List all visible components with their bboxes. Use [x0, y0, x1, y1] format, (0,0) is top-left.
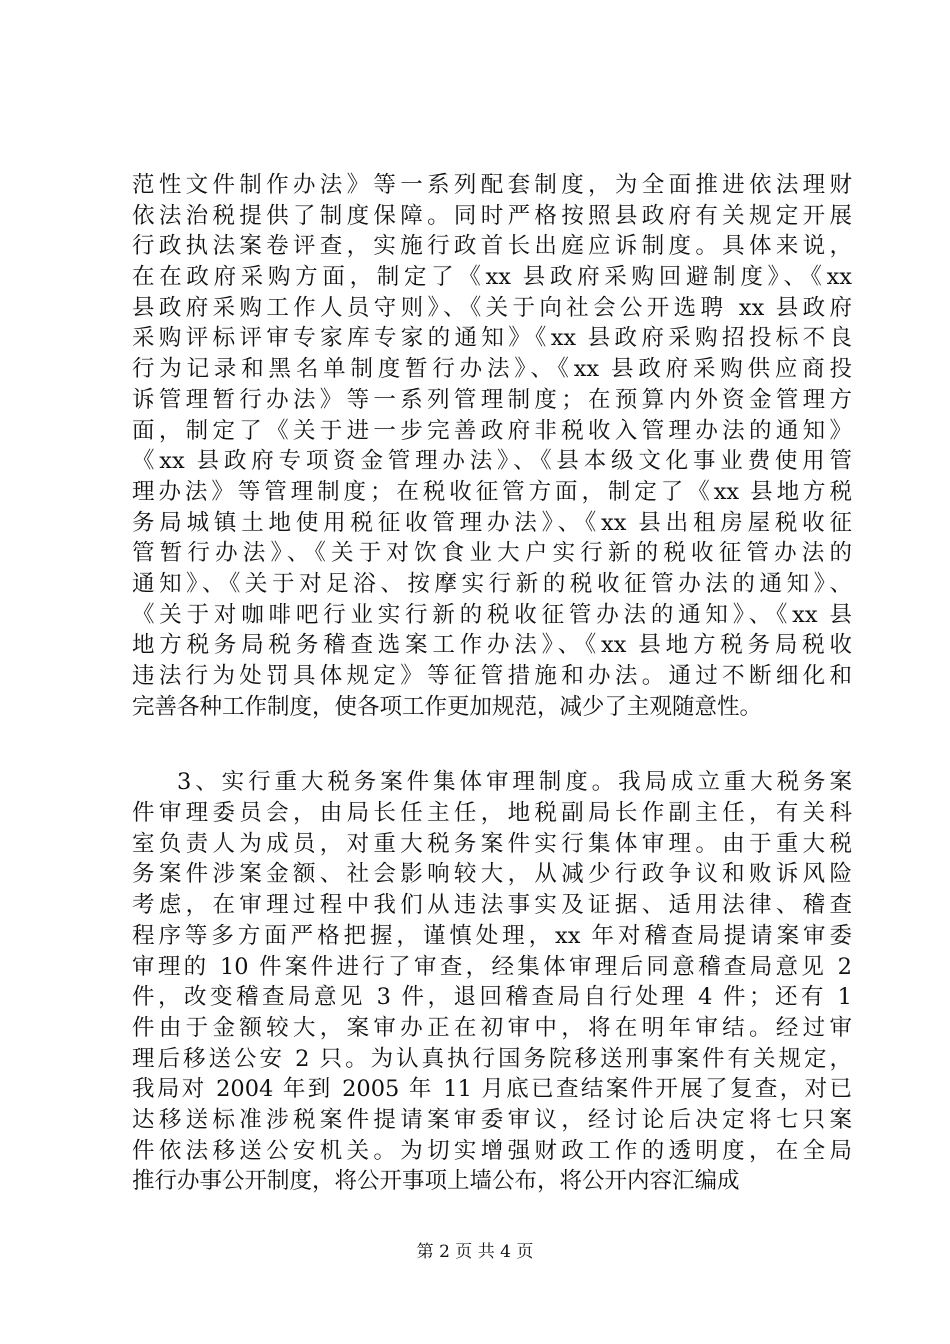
- paragraph-1: [132, 170, 852, 722]
- text-line: 理后移送公安 2 只。为认真执行国务院移送刑事案件有关规定，: [132, 1045, 852, 1072]
- text-line: 县政府采购工作人员守则》、《关于向社会公开选聘 xx 县政府: [132, 294, 852, 321]
- text-line: 范性文件制作办法》等一系列配套制度，为全面推进依法理财: [132, 172, 852, 198]
- text-line: 地方税务局税务稽查选案工作办法》、《xx 县地方税务局税收: [132, 632, 852, 659]
- text-line: 面，制定了《关于进一步完善政府非税收入管理办法的通知》: [132, 417, 852, 444]
- text-line: 推行办事公开制度，将公开事项上墙公布，将公开内容汇编成: [132, 1168, 740, 1195]
- text-line: 采购评标评审专家库专家的通知》《xx 县政府采购招投标不良: [132, 325, 852, 352]
- page-number-footer: 第 2 页 共 4 页: [416, 1242, 534, 1262]
- document-body: [132, 170, 852, 1197]
- text-line: 达移送标准涉税案件提请案审委审议，经讨论后决定将七只案: [132, 1106, 852, 1133]
- text-line: 务案件涉案金额、社会影响较大，从减少行政争议和败诉风险: [132, 861, 852, 888]
- paragraph-2: [132, 767, 852, 1197]
- text-line: 《关于对咖啡吧行业实行新的税收征管办法的通知》、《xx 县: [132, 601, 852, 628]
- text-line: 件审理委员会，由局长任主任，地税副局长作副主任，有关科: [132, 800, 852, 827]
- text-line: 件依法移送公安机关。为切实增强财政工作的透明度，在全局: [132, 1137, 852, 1164]
- text-line: 务局城镇土地使用税征收管理办法》、《xx 县出租房屋税收征: [132, 509, 852, 536]
- text-line: 理办法》等管理制度；在税收征管方面，制定了《xx 县地方税: [132, 478, 852, 505]
- text-line: 审理的 10 件案件进行了审查，经集体审理后同意稽查局意见 2: [132, 953, 852, 980]
- text-line: 在在政府采购方面，制定了《xx 县政府采购回避制度》、《xx: [132, 264, 852, 291]
- text-line: 行政执法案卷评查，实施行政首长出庭应诉制度。具体来说，: [132, 233, 852, 260]
- text-line: 违法行为处罚具体规定》等征管措施和办法。通过不断细化和: [132, 663, 852, 689]
- text-line: 行为记录和黑名单制度暂行办法》、《xx 县政府采购供应商投: [132, 356, 852, 383]
- text-line: 依法治税提供了制度保障。同时严格按照县政府有关规定开展: [132, 202, 852, 229]
- text-line: 件由于金额较大，案审办正在初审中，将在明年审结。经过审: [132, 1014, 852, 1041]
- text-line: 《xx 县政府专项资金管理办法》、《县本级文化事业费使用管: [132, 448, 852, 475]
- text-line: 完善各种工作制度，使各项工作更加规范，减少了主观随意性。: [132, 693, 763, 720]
- text-line: 室负责人为成员，对重大税务案件实行集体审理。由于重大税: [132, 830, 852, 857]
- text-line: 管暂行办法》、《关于对饮食业大户实行新的税收征管办法的: [132, 540, 852, 567]
- text-line: 诉管理暂行办法》等一系列管理制度；在预算内外资金管理方: [132, 386, 852, 413]
- text-line: 3、实行重大税务案件集体审理制度。我局成立重大税务案: [177, 769, 852, 796]
- text-line: 件，改变稽查局意见 3 件，退回稽查局自行处理 4 件；还有 1: [132, 984, 852, 1011]
- text-line: 考虑，在审理过程中我们从违法事实及证据、适用法律、稽查: [132, 892, 852, 919]
- paragraph-gap: [132, 722, 852, 767]
- text-line: 程序等多方面严格把握，谨慎处理，xx 年对稽查局提请案审委: [132, 922, 852, 949]
- text-line: 我局对 2004 年到 2005 年 11 月底已查结案件开展了复查，对已: [132, 1076, 852, 1103]
- text-line: 通知》、《关于对足浴、按摩实行新的税收征管办法的通知》、: [132, 570, 852, 597]
